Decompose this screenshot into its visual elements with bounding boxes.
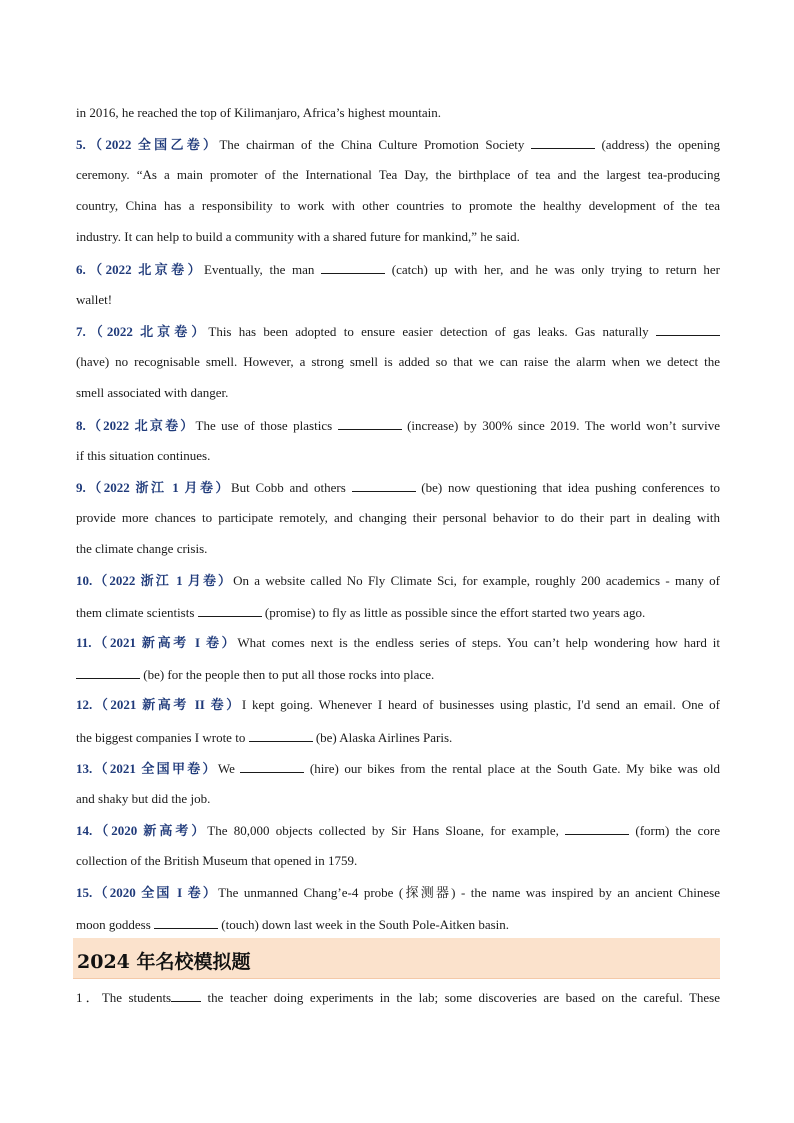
line-text: wallet! (76, 292, 113, 307)
answer-blank[interactable] (240, 760, 304, 773)
line-text: provide more chances to participate remotely, and changing their personal behavior to do their part in dealing with (76, 510, 720, 525)
text-line (76, 417, 720, 434)
line-text: moon goddess (76, 917, 154, 932)
answer-blank[interactable] (321, 261, 385, 274)
section-header (73, 938, 720, 979)
line-text: I kept going. Whenever I heard of businesses using plastic, I'd send an email. One of (241, 697, 720, 712)
text-line (76, 822, 720, 839)
line-text: This has been adopted to ensure easier detection of gas leaks. Gas naturally (208, 324, 656, 339)
line-text: ceremony. “As a main promoter of the International Tea Day, the birthplace of tea and the largest tea-producing (76, 167, 720, 182)
answer-blank[interactable] (656, 323, 720, 336)
line-text: and shaky but did the job. (76, 791, 211, 806)
text-line (76, 916, 720, 933)
text-line (76, 385, 720, 401)
line-text: (promise) to fly as little as possible since the effort started two years ago. (261, 605, 646, 620)
line-text: (have) no recognisable smell. However, a strong smell is added so that we can raise the alarm when we detect the (76, 354, 720, 369)
answer-blank[interactable] (565, 822, 629, 835)
question-source-tag: 8.（2022 北京卷） (76, 418, 196, 433)
answer-blank[interactable] (531, 136, 595, 149)
line-text: (catch) up with her, and he was only trying to return her (385, 262, 720, 277)
line-text: smell associated with danger. (76, 385, 229, 400)
answer-blank[interactable] (198, 604, 262, 617)
line-text: the teacher doing experiments in the lab; some discoveries are based on the careful. These (201, 990, 720, 1005)
line-text: On a website called No Fly Climate Sci, for example, roughly 200 academics - many of (233, 573, 720, 588)
line-text: them climate scientists (76, 605, 198, 620)
line-text: The 80,000 objects collected by Sir Hans Sloane, for example, (207, 823, 566, 838)
question-source-tag: 5.（2022 全国乙卷） (76, 137, 220, 152)
answer-blank[interactable] (249, 729, 313, 742)
question-source-tag: 11.（2021 新高考 I 卷） (76, 635, 238, 650)
question-source-tag: 7.（2022 北京卷） (76, 324, 209, 339)
answer-blank[interactable] (338, 417, 402, 430)
text-line (76, 729, 720, 746)
text-line (76, 791, 720, 807)
line-text: in 2016, he reached the top of Kilimanjaro, Africa’s highest mountain. (76, 105, 441, 120)
line-text: The chairman of the China Culture Promotion Society (219, 137, 531, 152)
text-line (76, 666, 720, 683)
text-line (76, 354, 720, 370)
line-text: the biggest companies I wrote to (76, 730, 249, 745)
text-line (76, 697, 720, 713)
question-source-tag: 9.（2022 浙江 1 月卷） (76, 480, 232, 495)
line-text: (increase) by 300% since 2019. The world won’t survive (401, 418, 720, 433)
line-text: country, China has a responsibility to work with other countries to promote the healthy development of the tea (76, 198, 720, 213)
line-text: (be) for the people then to put all those rocks into place. (140, 667, 435, 682)
line-text: the climate change crisis. (76, 541, 208, 556)
line-text: if this situation continues. (76, 448, 211, 463)
line-text: industry. It can help to build a community with a shared future for mankind,” he said. (76, 229, 520, 244)
text-line (76, 760, 720, 777)
text-line (76, 573, 720, 589)
text-line (76, 136, 720, 153)
text-line (76, 105, 720, 121)
answer-blank[interactable] (76, 666, 140, 679)
text-line (76, 229, 720, 245)
text-line (76, 261, 720, 278)
question-source-tag: 10.（2022 浙江 1 月卷） (76, 573, 234, 588)
line-text: (address) the opening (594, 137, 720, 152)
line-text: 1．The students (76, 990, 172, 1005)
line-text: What comes next is the endless series of steps. You can’t help wondering how hard it (237, 635, 720, 650)
answer-blank[interactable] (154, 916, 218, 929)
line-text: (touch) down last week in the South Pole-Aitken basin. (218, 917, 510, 932)
question-source-tag: 6.（2022 北京卷） (76, 262, 205, 277)
text-line (76, 989, 720, 1006)
question-source-tag: 14.（2020 新高考） (76, 823, 208, 838)
question-source-tag: 15.（2020 全国 I 卷） (76, 885, 219, 900)
line-text: (be) now questioning that idea pushing conferences to (415, 480, 720, 495)
answer-blank[interactable] (171, 989, 201, 1002)
question-source-tag: 13.（2021 全国甲卷） (76, 761, 218, 776)
line-text: But Cobb and others (231, 480, 352, 495)
text-line (76, 635, 720, 651)
text-line (76, 198, 720, 214)
text-line (76, 510, 720, 526)
line-text: (hire) our bikes from the rental place at the South Gate. My bike was old (304, 761, 720, 776)
answer-blank[interactable] (352, 479, 416, 492)
section-title: 2024 年名校模拟题 (77, 951, 251, 973)
text-line (76, 853, 720, 869)
line-text: (form) the core (629, 823, 720, 838)
text-line (76, 292, 720, 308)
line-text: Eventually, the man (204, 262, 322, 277)
question-source-tag: 12.（2021 新高考 II 卷） (76, 697, 242, 712)
line-text: collection of the British Museum that opened in 1759. (76, 853, 358, 868)
text-line (76, 541, 720, 557)
line-text: The use of those plastics (195, 418, 338, 433)
text-line (76, 885, 720, 901)
line-text: The unmanned Chang’e-4 probe (探测器) - the name was inspired by an ancient Chinese (218, 885, 720, 900)
text-line (76, 604, 720, 621)
text-line (76, 448, 720, 464)
text-line (76, 323, 720, 340)
text-line (76, 167, 720, 183)
line-text: We (217, 761, 241, 776)
line-text: (be) Alaska Airlines Paris. (312, 730, 453, 745)
text-line (76, 479, 720, 496)
